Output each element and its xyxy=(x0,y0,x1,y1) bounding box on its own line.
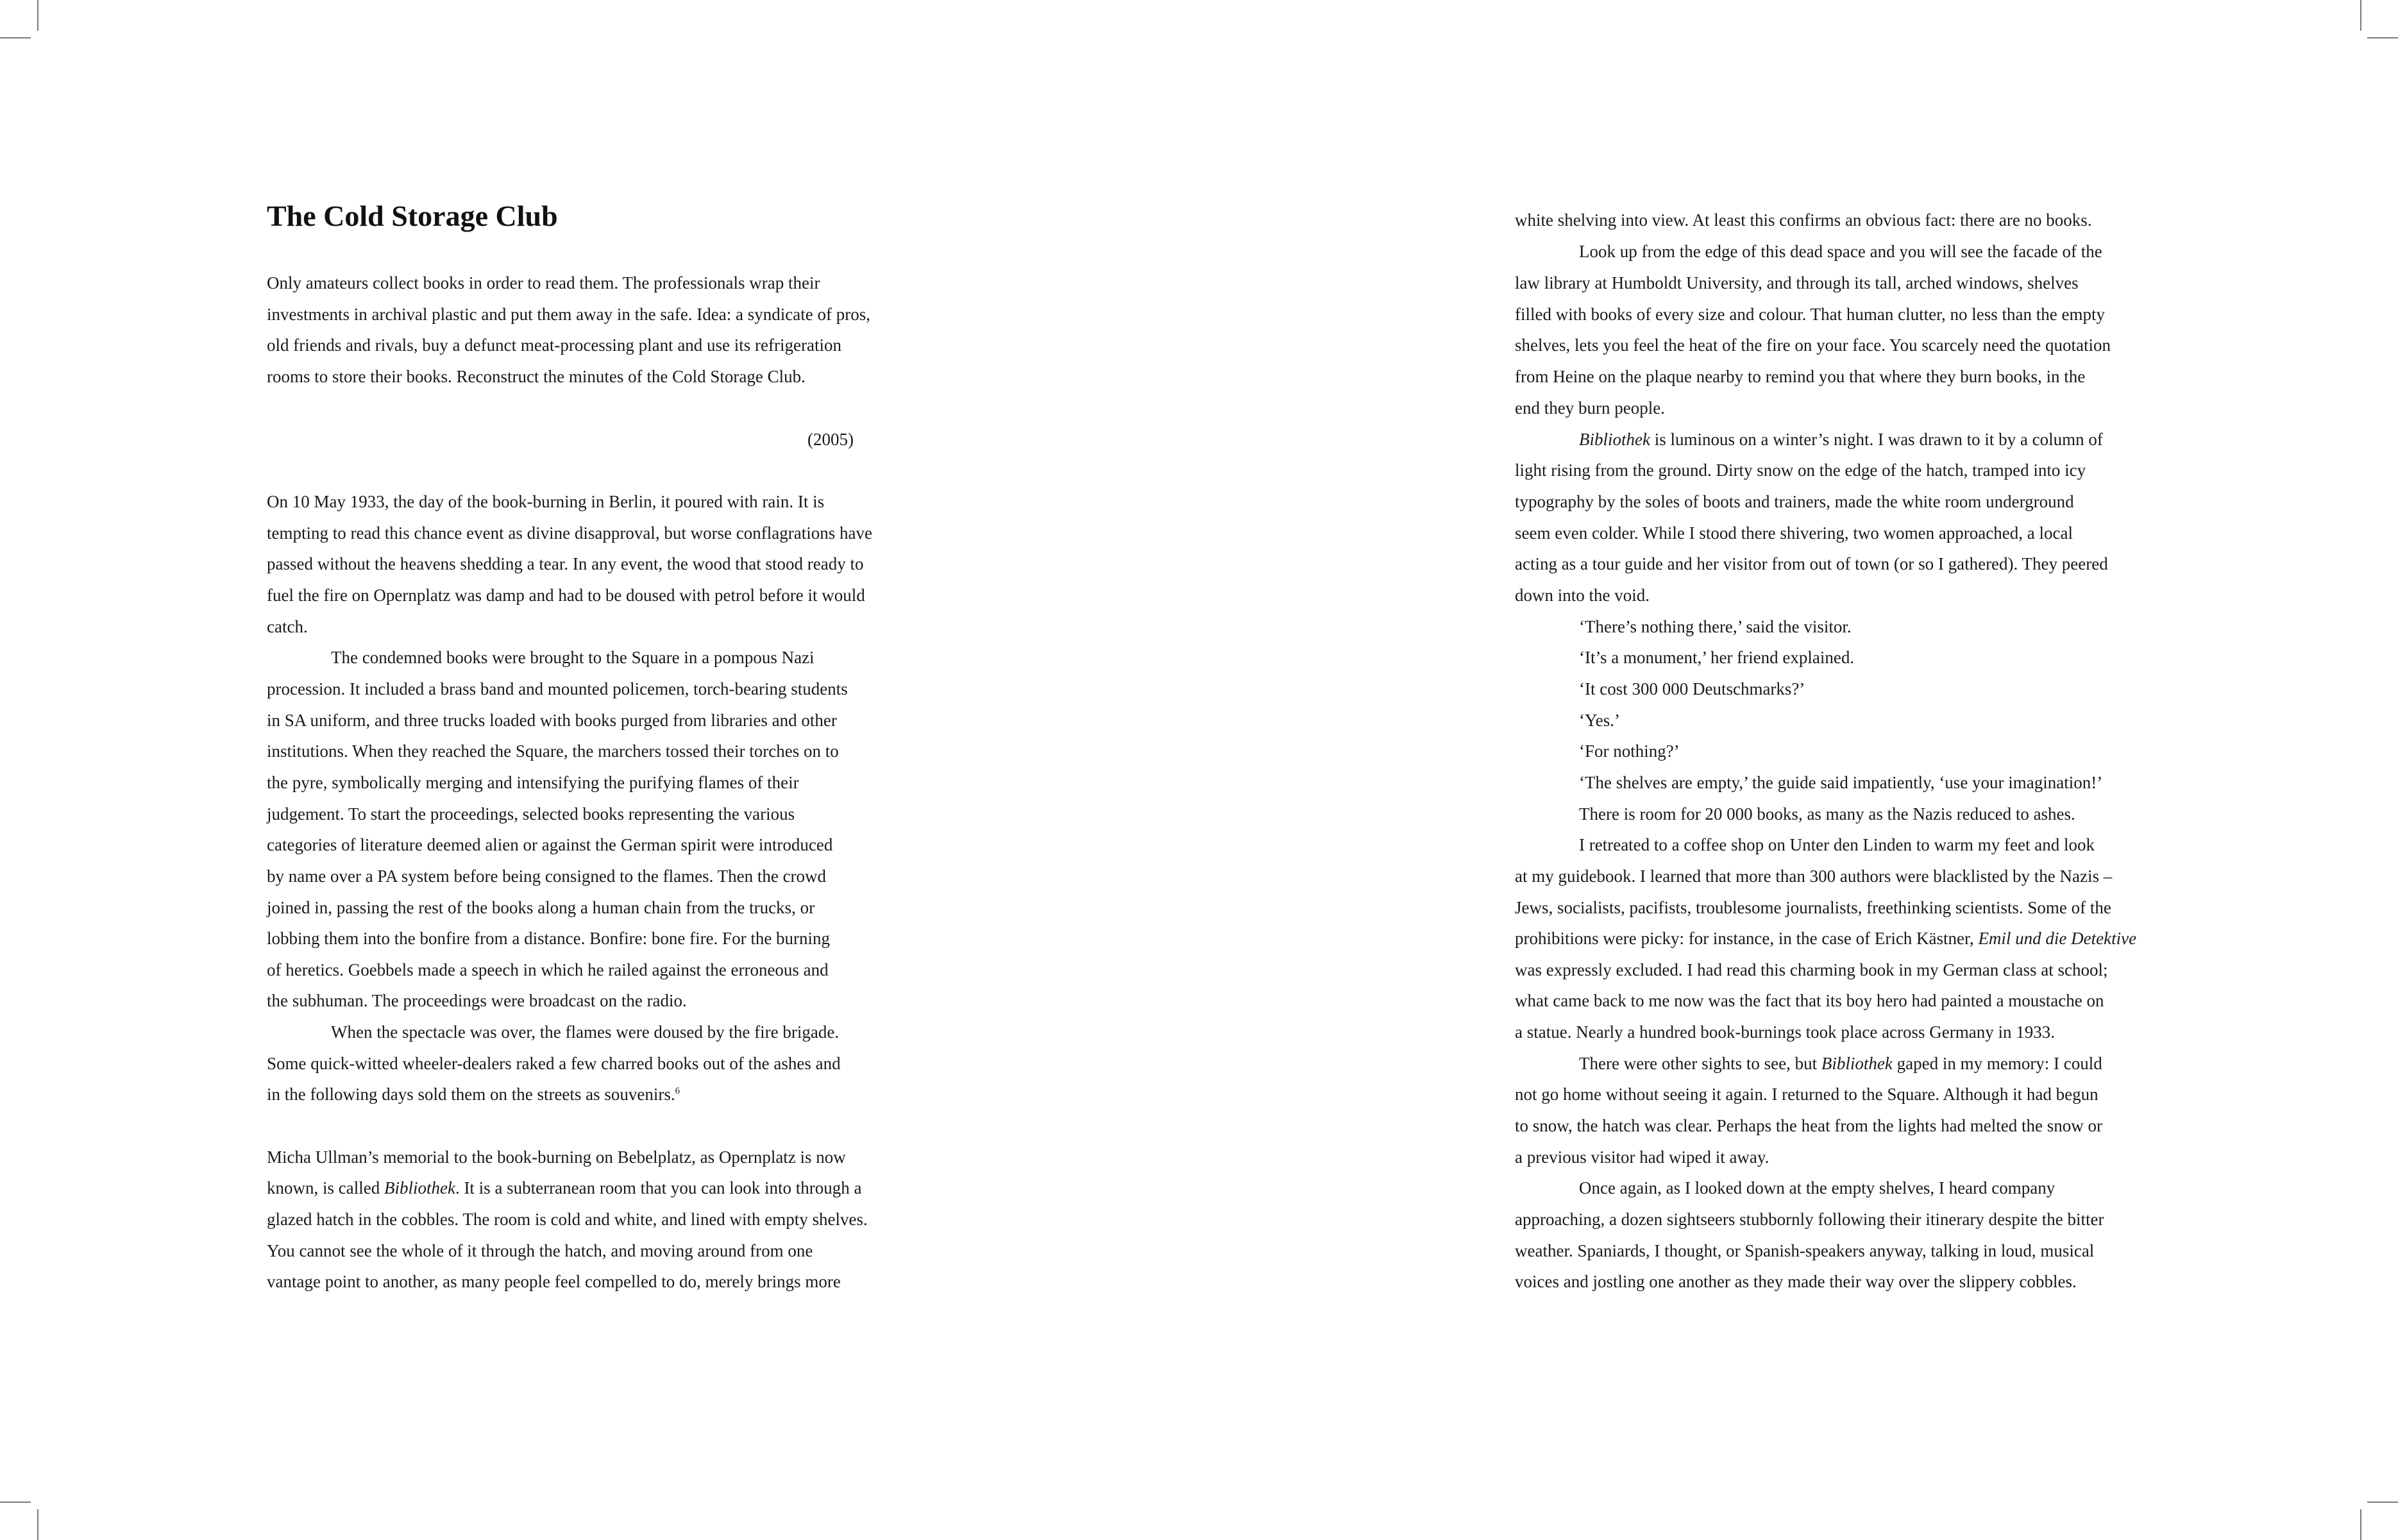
body-line: There is room for 20 000 books, as many as the Nazis reduced to ashes. xyxy=(1579,804,2075,824)
body-line: seem even colder. While I stood there shivering, two women approached, a local xyxy=(1515,523,2073,543)
epigraph-year: (2005) xyxy=(807,430,854,449)
body-line xyxy=(1579,1053,2102,1074)
body-line: not go home without seeing it again. I returned to the Square. Although it had begun xyxy=(1515,1085,2098,1104)
crop-mark xyxy=(37,0,38,31)
body-line: end they burn people. xyxy=(1515,398,1665,418)
body-line: a previous visitor had wiped it away. xyxy=(1515,1147,1769,1167)
body-text: prohibitions were picky: for instance, in the case of Erich Kästner, xyxy=(1515,929,1979,948)
body-line: Some quick-witted wheeler-dealers raked a few charred books out of the ashes and xyxy=(267,1054,841,1073)
left-page xyxy=(267,0,889,1540)
body-line: from Heine on the plaque nearby to remind you that where they burn books, in the xyxy=(1515,367,2086,386)
crop-mark xyxy=(0,37,31,38)
body-line: law library at Humboldt University, and through its tall, arched windows, shelves xyxy=(1515,273,2079,292)
body-line: of heretics. Goebbels made a speech in which he railed against the erroneous and xyxy=(267,960,829,979)
body-line: the subhuman. The proceedings were broadcast on the radio. xyxy=(267,991,687,1010)
body-line: light rising from the ground. Dirty snow on the edge of the hatch, tramped into icy xyxy=(1515,461,2086,480)
dialogue-line: ‘For nothing?’ xyxy=(1579,741,1680,761)
right-page xyxy=(1515,0,2137,1540)
body-line: a statue. Nearly a hundred book-burnings took place across Germany in 1933. xyxy=(1515,1022,2056,1042)
body-line: shelves, lets you feel the heat of the fire on your face. You scarcely need the quotation xyxy=(1515,335,2111,355)
body-line: acting as a tour guide and her visitor from out of town (or so I gathered). They peered xyxy=(1515,554,2108,573)
body-line: Micha Ullman’s memorial to the book-burning on Bebelplatz, as Opernplatz is now xyxy=(267,1147,846,1167)
body-line: what came back to me now was the fact that its boy hero had painted a moustache on xyxy=(1515,991,2104,1010)
body-line: Once again, as I looked down at the empty shelves, I heard company xyxy=(1579,1178,2056,1197)
italic-title: Emil und die Detektive xyxy=(1978,929,2137,948)
footnote-marker[interactable]: 6 xyxy=(675,1086,680,1096)
crop-mark xyxy=(2360,1509,2361,1540)
body-text: . It is a subterranean room that you can look into through a xyxy=(455,1178,862,1197)
body-line xyxy=(1579,428,2103,450)
body-line: approaching, a dozen sightseers stubbornly following their itinerary despite the bitter xyxy=(1515,1210,2104,1229)
body-line: by name over a PA system before being consigned to the flames. Then the crowd xyxy=(267,867,827,886)
body-line: glazed hatch in the cobbles. The room is cold and white, and lined with empty shelves. xyxy=(267,1210,868,1229)
body-line: vantage point to another, as many people feel compelled to do, merely brings more xyxy=(267,1272,841,1291)
crop-mark xyxy=(2367,37,2398,38)
body-line: On 10 May 1933, the day of the book-burning in Berlin, it poured with rain. It is xyxy=(267,492,825,511)
body-text: in the following days sold them on the streets as souvenirs. xyxy=(267,1085,675,1104)
italic-title: Bibliothek xyxy=(1821,1054,1893,1073)
dialogue-line: ‘Yes.’ xyxy=(1579,711,1621,730)
body-line xyxy=(267,1083,680,1105)
body-line: at my guidebook. I learned that more than 300 authors were blacklisted by the Nazis – xyxy=(1515,867,2113,886)
body-line: weather. Spaniards, I thought, or Spanish-speakers anyway, talking in loud, musical xyxy=(1515,1241,2095,1260)
body-line: categories of literature deemed alien or against the German spirit were introduced xyxy=(267,835,833,854)
body-line: typography by the soles of boots and trainers, made the white room underground xyxy=(1515,492,2074,511)
body-line: to snow, the hatch was clear. Perhaps the heat from the lights had melted the snow or xyxy=(1515,1116,2103,1135)
body-text: is luminous on a winter’s night. I was drawn to it by a column of xyxy=(1650,430,2103,449)
epigraph-line: old friends and rivals, buy a defunct meat-processing plant and use its refrigeration xyxy=(267,335,841,355)
body-line xyxy=(267,1177,862,1199)
body-line: filled with books of every size and colour. That human clutter, no less than the empty xyxy=(1515,305,2105,324)
crop-mark xyxy=(37,1509,38,1540)
epigraph-line: Only amateurs collect books in order to read them. The professionals wrap their xyxy=(267,273,820,292)
body-line: Look up from the edge of this dead space and you will see the facade of the xyxy=(1579,242,2102,261)
crop-mark xyxy=(2360,0,2361,31)
body-line: judgement. To start the proceedings, selected books representing the various xyxy=(267,804,795,824)
body-line: was expressly excluded. I had read this charming book in my German class at school; xyxy=(1515,960,2108,979)
dialogue-line: ‘It’s a monument,’ her friend explained. xyxy=(1579,648,1855,667)
body-line: catch. xyxy=(267,617,308,636)
body-line: down into the void. xyxy=(1515,586,1650,605)
crop-mark xyxy=(0,1502,31,1503)
body-line: passed without the heavens shedding a tear. In any event, the wood that stood ready to xyxy=(267,554,864,573)
body-line: procession. It included a brass band and mounted policemen, torch-bearing students xyxy=(267,679,848,698)
body-text: known, is called xyxy=(267,1178,384,1197)
body-line: Jews, socialists, pacifists, troublesome journalists, freethinking scientists. Some of the xyxy=(1515,898,2111,917)
chapter-title: The Cold Storage Club xyxy=(267,199,558,232)
crop-mark xyxy=(2367,1502,2398,1503)
body-line: lobbing them into the bonfire from a distance. Bonfire: bone fire. For the burning xyxy=(267,929,831,948)
body-line: I retreated to a coffee shop on Unter den Linden to warm my feet and look xyxy=(1579,835,2095,854)
dialogue-line: ‘There’s nothing there,’ said the visitor. xyxy=(1579,617,1852,636)
body-line: joined in, passing the rest of the books along a human chain from the trucks, or xyxy=(267,898,815,917)
body-text: gaped in my memory: I could xyxy=(1892,1054,2102,1073)
body-line: the pyre, symbolically merging and intensifying the purifying flames of their xyxy=(267,773,799,792)
body-line: tempting to read this chance event as divine disapproval, but worse conflagrations have xyxy=(267,523,872,543)
body-line: The condemned books were brought to the Square in a pompous Nazi xyxy=(331,648,815,667)
body-line: When the spectacle was over, the flames were doused by the fire brigade. xyxy=(331,1022,840,1042)
dialogue-line: ‘The shelves are empty,’ the guide said impatiently, ‘use your imagination!’ xyxy=(1579,773,2103,792)
body-text: There were other sights to see, but xyxy=(1579,1054,1821,1073)
epigraph-line: investments in archival plastic and put them away in the safe. Idea: a syndicate of pros, xyxy=(267,305,870,324)
body-line: fuel the fire on Opernplatz was damp and had to be doused with petrol before it would xyxy=(267,586,865,605)
body-line: voices and jostling one another as they made their way over the slippery cobbles. xyxy=(1515,1272,2077,1291)
epigraph-line: rooms to store their books. Reconstruct the minutes of the Cold Storage Club. xyxy=(267,367,806,386)
body-line xyxy=(1515,927,2136,949)
body-line: institutions. When they reached the Square, the marchers tossed their torches on to xyxy=(267,741,839,761)
body-line: You cannot see the whole of it through the hatch, and moving around from one xyxy=(267,1241,813,1260)
italic-title: Bibliothek xyxy=(384,1178,455,1197)
body-line: white shelving into view. At least this confirms an obvious fact: there are no books. xyxy=(1515,210,2092,230)
body-line: in SA uniform, and three trucks loaded with books purged from libraries and other xyxy=(267,711,837,730)
dialogue-line: ‘It cost 300 000 Deutschmarks?’ xyxy=(1579,679,1805,698)
italic-title: Bibliothek xyxy=(1579,430,1650,449)
